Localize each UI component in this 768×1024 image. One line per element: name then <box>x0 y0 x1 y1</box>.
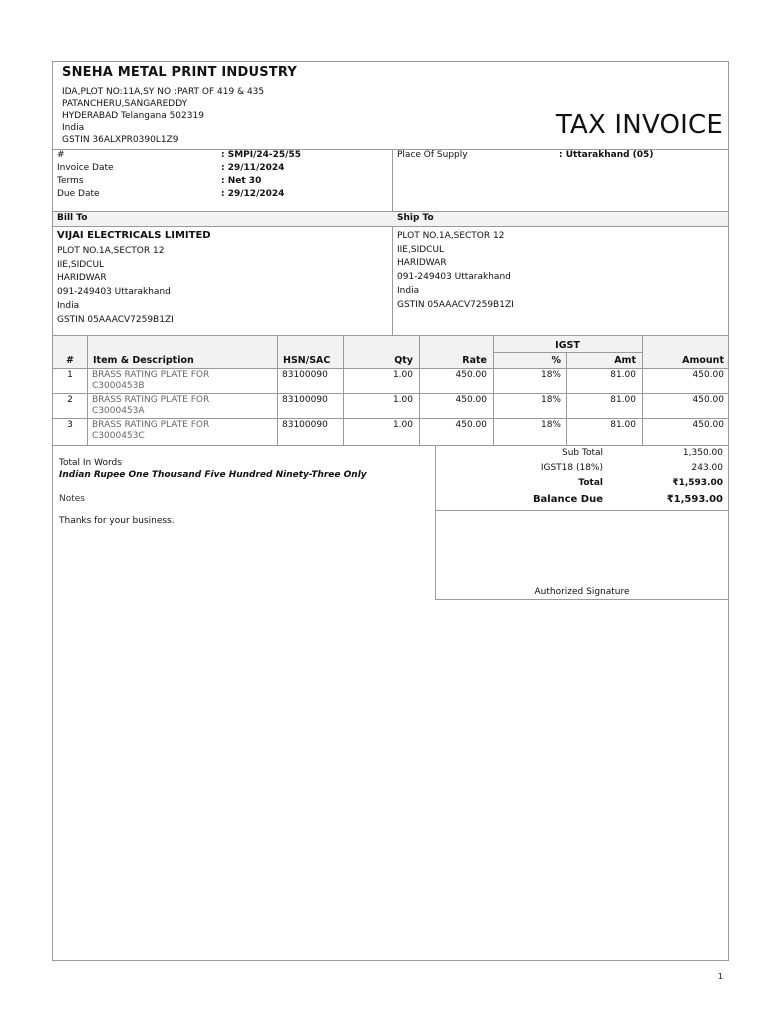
item-code: C3000453A <box>92 406 145 416</box>
terms-label: Terms <box>57 176 84 186</box>
ship-to-gstin: GSTIN 05AAACV7259B1ZI <box>397 299 514 310</box>
summary-divider <box>435 510 728 511</box>
sub-total-label: Sub Total <box>561 448 603 458</box>
bill-to-address-line: PLOT NO.1A,SECTOR 12 <box>57 246 165 256</box>
document-title: TAX INVOICE <box>555 110 723 140</box>
item-description-line: BRASS RATING PLATE FOR <box>92 420 210 430</box>
item-amount: 450.00 <box>692 395 724 405</box>
item-hsn: 83100090 <box>282 420 328 430</box>
bill-to-address-line: IIE,SIDCUL <box>57 259 105 270</box>
igst-subheader-divider <box>493 352 642 353</box>
bill-to-address-line: 091-249403 Uttarakhand <box>57 287 171 298</box>
item-amount: 450.00 <box>692 420 724 430</box>
column-divider <box>277 335 278 445</box>
item-qty: 1.00 <box>392 370 413 380</box>
invoice-number-value: : SMPI/24-25/55 <box>221 150 301 160</box>
company-address-line: IDA,PLOT NO:11A,SY NO :PART OF 419 & 435 <box>62 87 265 97</box>
due-date-label: Due Date <box>57 189 100 199</box>
row-divider <box>53 393 728 394</box>
notes-label: Notes <box>59 494 85 504</box>
item-igst-percent: 18% <box>540 420 561 430</box>
invoice-date-label: Invoice Date <box>57 163 114 173</box>
row-number: 3 <box>67 420 73 430</box>
item-description <box>92 395 209 417</box>
bill-to-gstin: GSTIN 05AAACV7259B1ZI <box>57 314 174 325</box>
col-header-item: Item & Description <box>93 355 194 366</box>
company-address-line: HYDERABAD Telangana 502319 <box>62 111 204 121</box>
invoice-number-label: # <box>57 150 65 160</box>
row-divider <box>53 418 728 419</box>
igst-total-label: IGST18 (18%) <box>540 463 603 473</box>
bill-to-address-line: India <box>57 300 80 311</box>
ship-to-address-line: PLOT NO.1A,SECTOR 12 <box>397 231 505 241</box>
bill-to-heading: Bill To <box>57 213 88 223</box>
col-header-igst-percent: % <box>551 355 561 366</box>
ship-to-address-line: IIE,SIDCUL <box>397 244 445 255</box>
item-igst-amt: 81.00 <box>610 395 636 405</box>
place-of-supply-value: : Uttarakhand (05) <box>559 150 654 160</box>
col-header-igst: IGST <box>555 340 580 351</box>
ship-to-address-line: HARIDWAR <box>397 258 447 269</box>
balance-due-label: Balance Due <box>532 494 603 505</box>
item-description <box>92 370 209 392</box>
company-address-line: PATANCHERU,SANGAREDDY <box>62 99 188 109</box>
address-heading-band <box>53 211 728 227</box>
place-of-supply-label: Place Of Supply <box>397 150 468 160</box>
ship-to-address-line: India <box>397 285 420 296</box>
ship-to-heading: Ship To <box>397 213 434 223</box>
company-address-line: India <box>62 123 85 133</box>
invoice-page <box>52 61 729 961</box>
item-igst-percent: 18% <box>540 370 561 380</box>
company-name: SNEHA METAL PRINT INDUSTRY <box>62 65 297 80</box>
divider <box>392 149 393 335</box>
column-divider <box>87 335 88 445</box>
total-in-words-label: Total In Words <box>59 458 122 468</box>
total-label: Total <box>578 478 603 488</box>
terms-value: : Net 30 <box>221 176 262 186</box>
authorized-signature-label: Authorized Signature <box>534 587 630 597</box>
col-header-hsn: HSN/SAC <box>283 355 331 366</box>
due-date-value: : 29/12/2024 <box>221 189 285 199</box>
row-number: 2 <box>67 395 73 405</box>
col-header-amount: Amount <box>682 355 724 366</box>
item-description-line: BRASS RATING PLATE FOR <box>92 395 210 405</box>
item-qty: 1.00 <box>392 420 413 430</box>
balance-due-value: ₹1,593.00 <box>666 494 723 505</box>
col-header-num: # <box>66 355 74 366</box>
item-hsn: 83100090 <box>282 370 328 380</box>
item-rate: 450.00 <box>455 420 487 430</box>
item-rate: 450.00 <box>455 395 487 405</box>
item-hsn: 83100090 <box>282 395 328 405</box>
item-igst-amt: 81.00 <box>610 420 636 430</box>
col-header-qty: Qty <box>394 355 413 366</box>
item-qty: 1.00 <box>392 395 413 405</box>
item-rate: 450.00 <box>455 370 487 380</box>
row-number: 1 <box>67 370 73 380</box>
notes-text: Thanks for your business. <box>59 516 175 526</box>
item-description-line: BRASS RATING PLATE FOR <box>92 370 210 380</box>
ship-to-address-line: 091-249403 Uttarakhand <box>397 272 511 283</box>
col-header-rate: Rate <box>462 355 487 366</box>
col-header-igst-amt: Amt <box>614 355 636 366</box>
total-value: ₹1,593.00 <box>672 478 723 488</box>
invoice-date-value: : 29/11/2024 <box>221 163 285 173</box>
bill-to-address-line: HARIDWAR <box>57 273 107 284</box>
item-code: C3000453B <box>92 381 145 391</box>
item-igst-amt: 81.00 <box>610 370 636 380</box>
item-description <box>92 420 209 442</box>
total-in-words-value: Indian Rupee One Thousand Five Hundred Ninety-Three Only <box>59 470 367 480</box>
company-gstin: GSTIN 36ALXPR0390L1Z9 <box>62 135 179 145</box>
item-igst-percent: 18% <box>540 395 561 405</box>
sub-total-value: 1,350.00 <box>682 448 723 458</box>
item-amount: 450.00 <box>692 370 724 380</box>
item-code: C3000453C <box>92 431 145 441</box>
page-number: 1 <box>717 972 723 981</box>
igst-total-value: 243.00 <box>691 463 723 473</box>
bill-to-name: VIJAI ELECTRICALS LIMITED <box>57 230 211 241</box>
